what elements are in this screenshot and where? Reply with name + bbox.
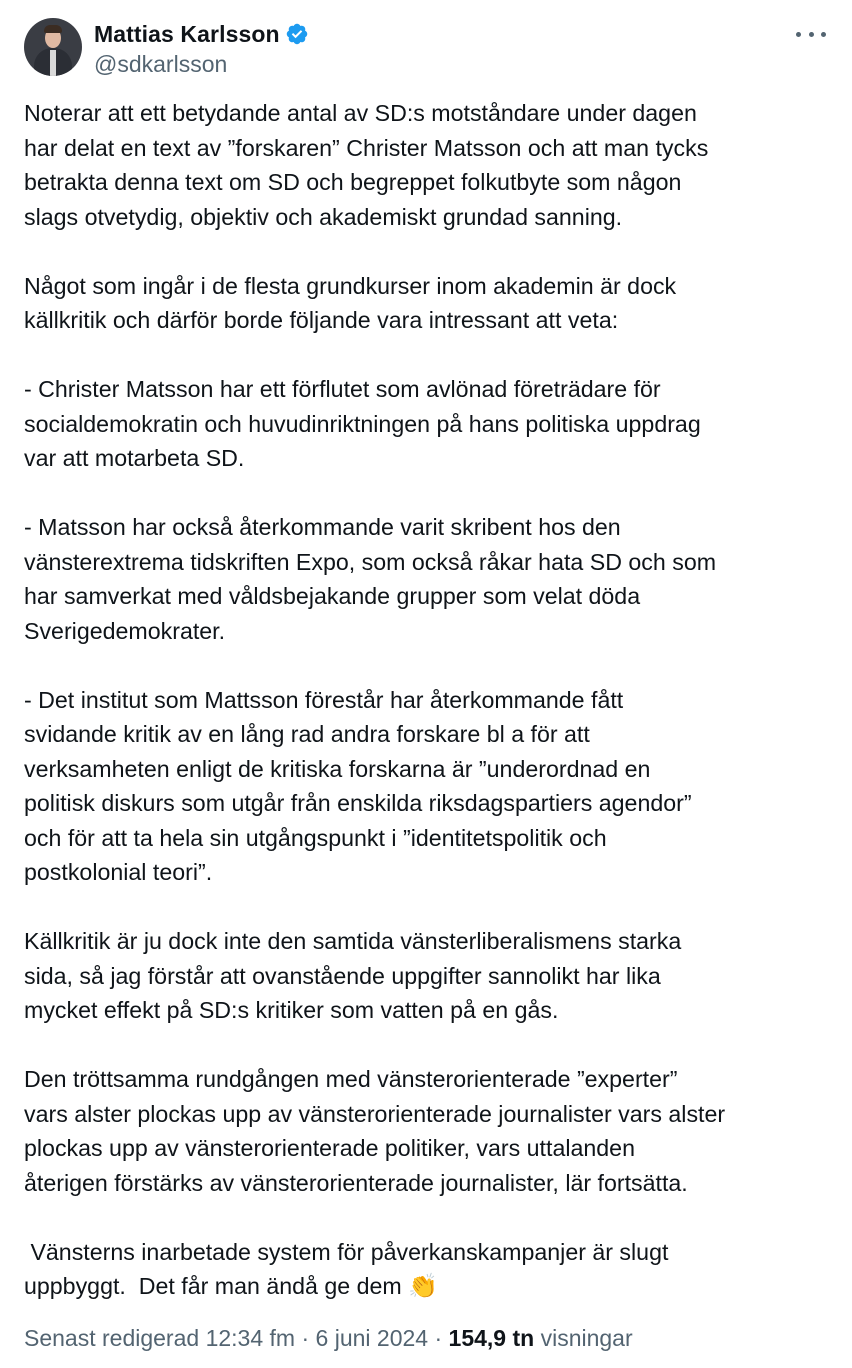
text-line: och för att ta hela sin utgångspunkt i ”identitetspolitik och bbox=[24, 824, 607, 851]
tweet-date[interactable]: 6 juni 2024 bbox=[315, 1325, 429, 1351]
tweet-time[interactable]: 12:34 fm bbox=[205, 1325, 296, 1351]
views-count[interactable]: 154,9 tn bbox=[448, 1325, 535, 1351]
text-line bbox=[24, 1269, 834, 1305]
text-line: Något som ingår i de flesta grundkurser inom akademin är dock bbox=[24, 272, 677, 299]
separator: · bbox=[301, 1325, 310, 1351]
closing-text: uppbyggt. Det får man ändå ge dem bbox=[24, 1273, 409, 1299]
text-line: Vänsterns inarbetade system för påverkanskampanjer är slugt bbox=[24, 1238, 669, 1265]
text-line: Sverigedemokrater. bbox=[24, 617, 226, 644]
text-line: källkritik och därför borde följande vara intressant att veta: bbox=[24, 307, 619, 333]
text-line: betrakta denna text om SD och begreppet folkutbyte som någon bbox=[24, 169, 682, 195]
paragraph bbox=[24, 683, 834, 890]
text-line: var att motarbeta SD. bbox=[24, 445, 245, 471]
text-line: socialdemokratin och huvudinriktningen på hans politiska uppdrag bbox=[24, 410, 701, 437]
avatar[interactable] bbox=[24, 18, 82, 76]
text-line: mycket effekt på SD:s kritiker som vatten på en gås. bbox=[24, 997, 559, 1023]
text-line: svidande kritik av en lång rad andra forskare bl a för att bbox=[24, 721, 590, 747]
text-line: verksamheten enligt de kritiska forskarna är ”underordnad en bbox=[24, 755, 651, 782]
paragraph bbox=[24, 1062, 834, 1200]
paragraph bbox=[24, 269, 834, 338]
text-line: politisk diskurs som utgår från enskilda riksdagspartiers agendor” bbox=[24, 790, 692, 816]
tweet-meta bbox=[24, 1325, 633, 1352]
text-line: - Det institut som Mattsson förestår har återkommande fått bbox=[24, 686, 624, 713]
text-line: har delat en text av ”forskaren” Christer Matsson och att man tycks bbox=[24, 134, 709, 161]
text-line: vänsterextrema tidskriften Expo, som också råkar hata SD och som bbox=[24, 548, 717, 575]
clapping-hands-icon: 👏 bbox=[408, 1273, 439, 1300]
edited-label[interactable]: Senast redigerad bbox=[24, 1325, 200, 1351]
paragraph bbox=[24, 924, 834, 1028]
separator: · bbox=[434, 1325, 443, 1351]
paragraph bbox=[24, 372, 834, 476]
paragraph bbox=[24, 1235, 834, 1305]
text-line: plockas upp av vänsterorienterade politiker, vars uttalanden bbox=[24, 1135, 635, 1161]
text-line: postkolonial teori”. bbox=[24, 859, 213, 885]
paragraph bbox=[24, 96, 834, 234]
text-line: - Christer Matsson har ett förflutet som avlönad företrädare för bbox=[24, 376, 661, 402]
avatar-shirt bbox=[50, 50, 56, 76]
text-line: har samverkat med våldsbejakande grupper som velat döda bbox=[24, 583, 641, 609]
views-label[interactable]: visningar bbox=[540, 1325, 633, 1351]
avatar-hair bbox=[44, 25, 62, 33]
paragraph bbox=[24, 510, 834, 648]
text-line: vars alster plockas upp av vänsterorienterade journalister vars alster bbox=[24, 1100, 726, 1127]
tweet-text bbox=[24, 96, 834, 1305]
text-line: Noterar att ett betydande antal av SD:s motståndare under dagen bbox=[24, 100, 697, 126]
text-line: slags otvetydig, objektiv och akademiskt grundad sanning. bbox=[24, 203, 623, 230]
text-line: Den tröttsamma rundgången med vänsterorienterade ”experter” bbox=[24, 1066, 678, 1092]
author-info bbox=[94, 20, 309, 78]
author-handle[interactable]: @sdkarlsson bbox=[94, 51, 228, 77]
verified-badge-icon[interactable] bbox=[285, 22, 309, 46]
text-line: återigen förstärks av vänsterorienterade journalister, lär fortsätta. bbox=[24, 1169, 688, 1196]
text-line: sida, så jag förstår att ovanstående uppgifter sannolikt har lika bbox=[24, 962, 661, 989]
text-line: Källkritik är ju dock inte den samtida vänsterliberalismens starka bbox=[24, 928, 682, 954]
author-display-name[interactable]: Mattias Karlsson bbox=[94, 20, 280, 47]
tweet-header bbox=[24, 18, 828, 78]
more-options-icon[interactable] bbox=[796, 22, 826, 46]
text-line: - Matsson har också återkommande varit skribent hos den bbox=[24, 514, 621, 540]
